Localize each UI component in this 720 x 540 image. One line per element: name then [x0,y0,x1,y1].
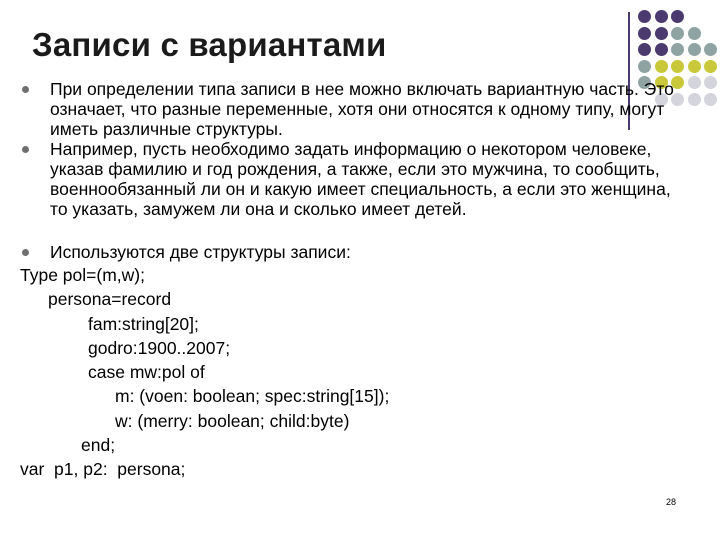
bullet-dot-icon [22,86,29,93]
decorative-dot [704,93,717,106]
code-line: w: (merry: boolean; child:byte) [115,410,350,431]
page-number: 28 [666,497,677,507]
code-block [20,263,690,482]
bullet-dot-icon [22,146,29,153]
decorative-dot [704,76,717,89]
bullet-text: Используются две структуры записи: [50,242,351,262]
slide-body [20,79,690,482]
decorative-dot [655,27,668,40]
decorative-dot [655,43,668,56]
decorative-dot [638,60,651,73]
decorative-dot [671,27,684,40]
decorative-dot [638,27,651,40]
decorative-dot [638,10,651,23]
decorative-dot [638,43,651,56]
decorative-dot [688,60,701,73]
decorative-dot [655,10,668,23]
decorative-dot [688,43,701,56]
bullet-item [20,79,690,139]
decorative-dot [671,60,684,73]
decorative-dot [671,43,684,56]
bullet-dot-icon [22,249,29,256]
decorative-dot [655,60,668,73]
bullet-text: При определении типа записи в нее можно включать вариантную часть. Это означает, что разные переменные, хотя они относятся к одному типу, могут иметь различные структуры. [50,79,674,139]
bullet-item [20,239,690,263]
slide-title: Записи с вариантами [32,26,387,63]
decorative-dot [704,43,717,56]
decorative-dot [671,10,684,23]
decorative-dot [688,27,701,40]
code-line: case mw:pol of [88,362,205,383]
decorative-dot [704,60,717,73]
code-line: fam:string[20]; [88,313,199,334]
code-line: godro:1900..2007; [88,337,231,358]
bullet-item [20,139,690,239]
code-line: Type pol=(m,w); [20,265,145,285]
code-line: m: (voen: boolean; spec:string[15]); [115,386,390,407]
code-line: persona=record [48,289,172,310]
bullet-text: Например, пусть необходимо задать информацию о некотором человеке, указав фамилию и год рождения, а также, если это мужчина, то сообщить, военнообязанный ли он и какую имеет специальность, а если это женщина, то указать, замужем ли она и сколько имеет детей. [50,139,671,219]
code-line: var p1, p2: persona; [20,459,186,480]
code-line: end; [81,435,116,456]
